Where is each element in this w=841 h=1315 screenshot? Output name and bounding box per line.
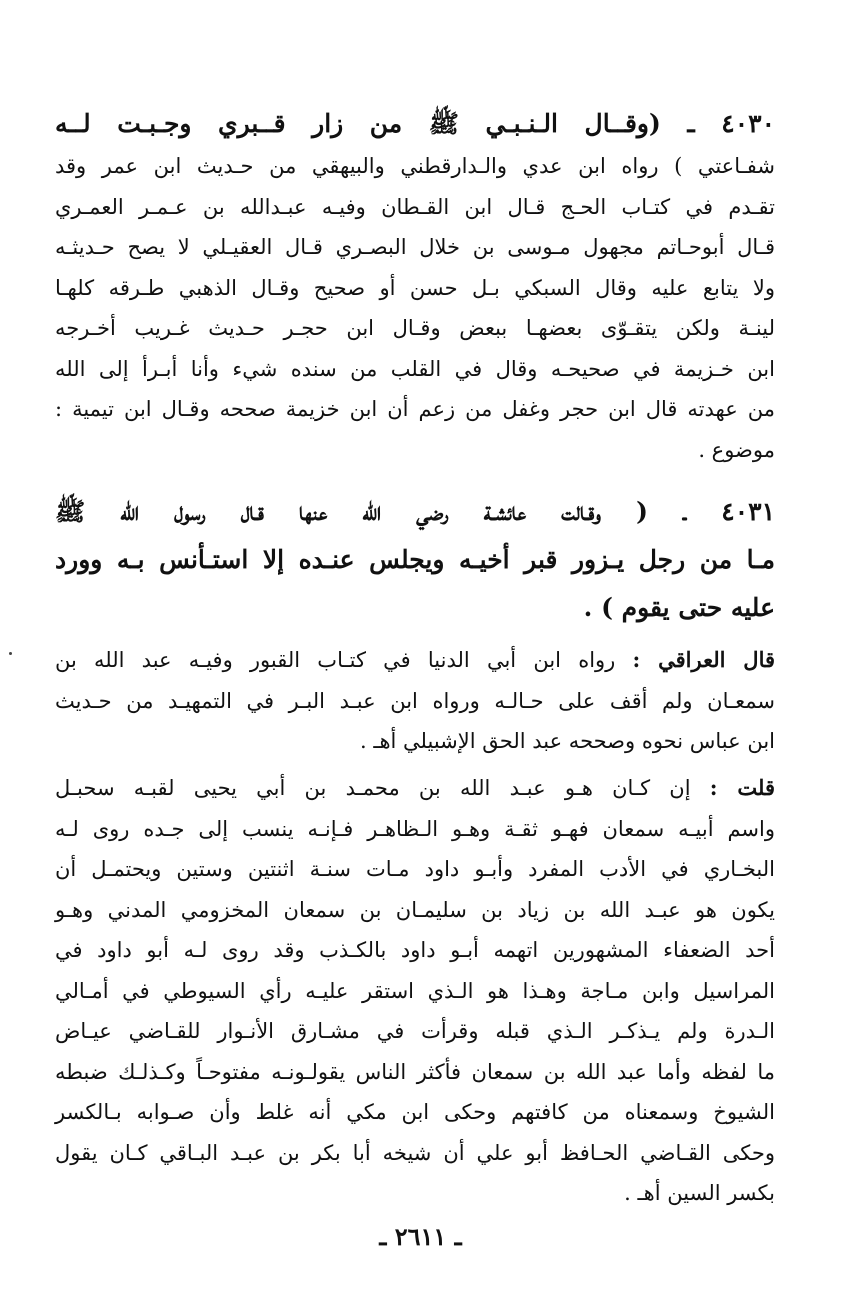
entry-4031-heading-line: مـا من رجل يـزور قبر أخيـه ويجلس عنـده إلا استـأنس بـه وورد <box>55 545 775 574</box>
qultu-line <box>55 768 775 809</box>
page-number: ـ ٢٦١١ ـ <box>379 1222 462 1251</box>
entry-4030-line: لينـة ولكن يتقـوّى بعضهـا ببعض وقـال ابن حجـر حـديث غـريب أخـرجه <box>55 316 775 340</box>
iraqi-line-text: رواه ابن أبي الدنيا في كتـاب القبور وفيـه عبد الله بن <box>55 648 616 672</box>
scan-speck <box>9 652 12 655</box>
qultu-line: بكسر السين أهـ . <box>624 1181 775 1205</box>
entry-4030-line: ولا يتابع عليه وقال السبكي بـل حسن أو صحيح وقـال الذهبي طـرقه كلهـا <box>55 275 775 300</box>
entry-4030-line: ابن خـزيمة في صحيحـه وقال في القلب من سنده شيء وأنا أبـرأ إلى الله <box>55 356 775 381</box>
entry-4030 <box>55 102 775 470</box>
iraqi-commentary <box>55 640 775 762</box>
entry-4030-heading-line: ٤٠٣٠ ـ (وقــال الـنـبـي ﷺ من زار قــبري وجـبـت لــه <box>55 109 775 138</box>
entry-4030-line: موضوع . <box>698 437 775 462</box>
qultu-line: البخـاري في الأدب المفرد وأبـو داود مـات سنـة اثنتين وستين ويحتمـل أن <box>55 857 775 881</box>
qultu-line: وحكى القـاضي الحـافظ أبو علي أن شيخه أبا بكر بن عبـد البـاقي كـان يقول <box>55 1140 775 1165</box>
entry-4030-line: قـال أبوحـاتم مجهول مـوسى بن خلال البصـري قـال العقيـلي لا يصح حـديثـه <box>55 235 775 259</box>
qultu-line: يكون هو عبـد الله بن زياد بن سليمـان بن سمعان المخزومي المدني وهـو <box>55 897 775 922</box>
qultu-line-text: إن كـان هـو عبـد الله بن محمـد بن أبي يحيى لقبـه سحبـل <box>55 776 691 800</box>
qultu-label: قلت : <box>709 775 775 800</box>
qultu-line: الشيوخ وسمعناه من كافتهم وحكى ابن مكي أنه غلط وأن صـوابه بـالكسر <box>55 1100 775 1124</box>
iraqi-line: سمعـان ولم أقف على حـالـه ورواه ابن عبـد البـر في التمهيـد من حـديث <box>55 688 775 713</box>
entry-4030-line: من عهدته قال ابن حجر وغفل من زعم أن ابن خزيمة صححه وقـال ابن تيمية : <box>55 397 775 421</box>
qultu-line: المراسيل وابن مـاجة وهـذا هو الـذي استقر عليـه رأي السيوطي في أمـالي <box>55 978 775 1003</box>
entry-4031-heading-line: عليه حتى يقوم ) . <box>583 593 775 622</box>
iraqi-line: ابن عباس نحوه وصححه عبد الحق الإشبيلي أهـ . <box>359 729 775 753</box>
qultu-line: أحد الضعفاء المشهورين اتهمه أبـو داود بالكـذب وقد روى لـه أبو داود في <box>55 938 775 962</box>
qultu-line: ما لفظه وأما عبد الله بن سمعان فأكثر الناس يقولـونـه مفتوحـاً وكـذلـك ضبطه <box>55 1059 775 1084</box>
qultu-line: واسم أبيـه سمعان فهـو ثقـة وهـو الـظاهـر فـإنـه ينسب إلى جـده روى لـه <box>55 816 775 841</box>
iraqi-line <box>55 640 775 681</box>
entry-4031-heading-line: ٤٠٣١ ـ ( وقـالت عائشـة رضي الله عنها قـال رسول الله ﷺ <box>55 497 775 526</box>
iraqi-label: قال العراقي : <box>632 647 776 672</box>
entry-4031-heading <box>55 488 775 632</box>
entry-4030-line: شفـاعتي ) رواه ابن عدي والـدارقطني والبيهقي من حـديث ابن عمر وقد <box>55 154 775 178</box>
qultu-commentary <box>55 768 775 1214</box>
qultu-line: الـدرة ولم يـذكـر الـذي قبله وقرأت في مشـارق الأنـوار للقـاضي عيـاض <box>55 1019 775 1043</box>
entry-4030-line: تقـدم في كتـاب الحـج قـال ابن القـطان وفيـه عبـدالله بن عـمـر العمـري <box>55 194 775 219</box>
